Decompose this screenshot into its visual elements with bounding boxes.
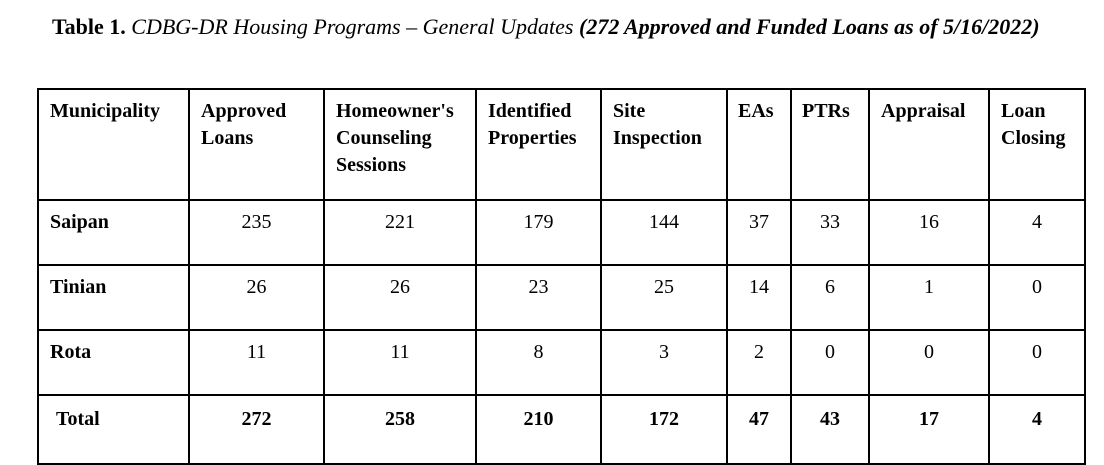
total-eas: 47 bbox=[727, 395, 791, 464]
cell-site-inspection: 3 bbox=[601, 330, 727, 395]
cell-appraisal: 0 bbox=[869, 330, 989, 395]
cell-loan-closing: 0 bbox=[989, 265, 1085, 330]
total-approved-loans: 272 bbox=[189, 395, 324, 464]
header-identified-properties: Identified Properties bbox=[476, 89, 601, 200]
cell-eas: 14 bbox=[727, 265, 791, 330]
total-counseling-sessions: 258 bbox=[324, 395, 476, 464]
total-loan-closing: 4 bbox=[989, 395, 1085, 464]
row-municipality: Rota bbox=[38, 330, 189, 395]
total-ptrs: 43 bbox=[791, 395, 869, 464]
row-municipality: Tinian bbox=[38, 265, 189, 330]
table-row bbox=[38, 265, 1085, 330]
header-municipality: Municipality bbox=[38, 89, 189, 200]
table-row bbox=[38, 200, 1085, 265]
cell-approved-loans: 11 bbox=[189, 330, 324, 395]
total-label: Total bbox=[38, 395, 189, 464]
header-row bbox=[38, 89, 1085, 200]
cell-eas: 37 bbox=[727, 200, 791, 265]
cell-counseling-sessions: 221 bbox=[324, 200, 476, 265]
cell-appraisal: 1 bbox=[869, 265, 989, 330]
header-approved-loans: Approved Loans bbox=[189, 89, 324, 200]
cell-loan-closing: 0 bbox=[989, 330, 1085, 395]
total-row bbox=[38, 395, 1085, 464]
header-ptrs: PTRs bbox=[791, 89, 869, 200]
cell-approved-loans: 235 bbox=[189, 200, 324, 265]
total-site-inspection: 172 bbox=[601, 395, 727, 464]
cell-eas: 2 bbox=[727, 330, 791, 395]
caption-loan-count: (272 Approved and Funded Loans as of 5/16/2022) bbox=[579, 14, 1040, 39]
cell-identified-properties: 23 bbox=[476, 265, 601, 330]
cell-appraisal: 16 bbox=[869, 200, 989, 265]
header-loan-closing: Loan Closing bbox=[989, 89, 1085, 200]
cell-counseling-sessions: 11 bbox=[324, 330, 476, 395]
cell-ptrs: 33 bbox=[791, 200, 869, 265]
header-site-inspection: Site Inspection bbox=[601, 89, 727, 200]
caption-title: CDBG-DR Housing Programs – General Updates bbox=[125, 14, 579, 39]
table-caption bbox=[52, 12, 1072, 42]
cell-identified-properties: 8 bbox=[476, 330, 601, 395]
row-municipality: Saipan bbox=[38, 200, 189, 265]
cell-identified-properties: 179 bbox=[476, 200, 601, 265]
header-counseling-sessions: Homeowner's Counseling Sessions bbox=[324, 89, 476, 200]
cell-site-inspection: 25 bbox=[601, 265, 727, 330]
cell-ptrs: 6 bbox=[791, 265, 869, 330]
cell-ptrs: 0 bbox=[791, 330, 869, 395]
cell-counseling-sessions: 26 bbox=[324, 265, 476, 330]
header-eas: EAs bbox=[727, 89, 791, 200]
table-row bbox=[38, 330, 1085, 395]
cell-approved-loans: 26 bbox=[189, 265, 324, 330]
cell-loan-closing: 4 bbox=[989, 200, 1085, 265]
cell-site-inspection: 144 bbox=[601, 200, 727, 265]
housing-programs-table bbox=[37, 88, 1086, 465]
caption-label: Table 1. bbox=[52, 14, 126, 39]
total-identified-properties: 210 bbox=[476, 395, 601, 464]
total-appraisal: 17 bbox=[869, 395, 989, 464]
header-appraisal: Appraisal bbox=[869, 89, 989, 200]
